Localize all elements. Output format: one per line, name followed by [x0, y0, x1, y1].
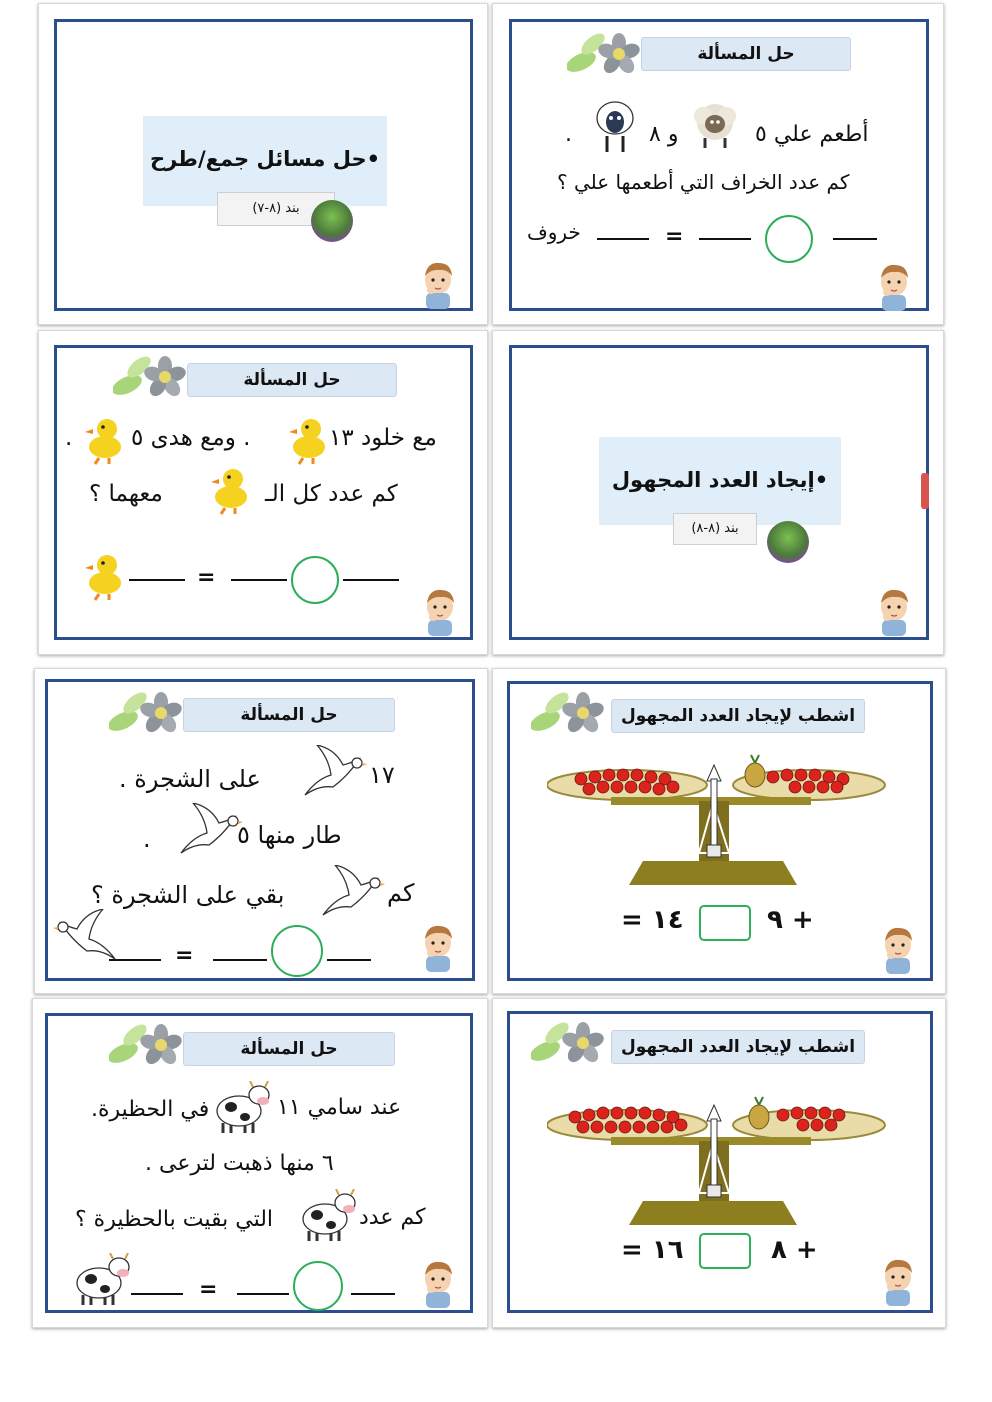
birds-line3-end: بقي على الشجرة ؟: [91, 881, 285, 909]
lesson-band: بند (٨-٧): [217, 192, 335, 226]
equals-sign: =: [665, 224, 684, 249]
operator-circle[interactable]: [291, 556, 339, 604]
sheep-unit: خروف: [527, 220, 581, 244]
card-ducks-problem: [38, 330, 488, 655]
flower-icon: [113, 355, 193, 403]
card-sheep-problem: [492, 3, 944, 325]
cow-icon: [73, 1253, 133, 1307]
answer-blank[interactable]: [237, 1293, 289, 1295]
ducks-line2-text: كم عدد كل الـ: [265, 481, 398, 507]
cows-line2: ٦ منها ذهبت لترعى .: [145, 1151, 334, 1176]
cows-line3-end: التي بقيت بالحظيرة ؟: [75, 1207, 274, 1232]
operator-circle[interactable]: [293, 1261, 343, 1311]
answer-blank[interactable]: [351, 1293, 395, 1295]
duck-icon: [85, 415, 125, 467]
lesson-title: •إيجاد العدد المجهول: [599, 437, 841, 525]
birds-line2-text: طار منها ٥: [237, 821, 342, 849]
answer-blank[interactable]: [833, 238, 877, 240]
scale-equation-right: = ١٦: [621, 1235, 684, 1265]
dove-icon: [317, 865, 387, 923]
answer-blank[interactable]: [129, 579, 185, 581]
sheep-icon: [691, 102, 745, 150]
ducks-line1-text: مع خلود ١٣: [329, 425, 437, 451]
sheep-question: كم عدد الخراف التي أطعمها علي ؟: [557, 170, 850, 194]
thinking-boy-icon: [881, 1257, 915, 1307]
scale-equation-left: ٩ +: [767, 905, 814, 935]
thinking-boy-icon: [421, 923, 455, 973]
operator-circle[interactable]: [765, 215, 813, 263]
black-sheep-icon: [591, 96, 639, 154]
equals-sign: =: [197, 565, 216, 590]
dove-icon: [51, 909, 121, 967]
lesson-badge-icon: [767, 521, 809, 563]
card-title-unknown-number: [492, 330, 944, 655]
cows-line1-text: عند سامي ١١: [277, 1095, 402, 1120]
duck-icon: [289, 415, 329, 467]
operator-circle[interactable]: [271, 925, 323, 977]
equals-sign: =: [199, 1277, 218, 1302]
birds-line3-start: كم: [387, 879, 415, 907]
balance-scale-icon: [547, 1085, 891, 1235]
problem-header: حل المسألة: [183, 698, 395, 732]
cows-line1-end: في الحظيرة.: [91, 1097, 210, 1122]
problem-header: حل المسألة: [187, 363, 397, 397]
lesson-badge-icon: [311, 200, 353, 242]
answer-blank[interactable]: [213, 959, 267, 961]
unknown-box[interactable]: [699, 1233, 751, 1269]
problem-header: حل المسألة: [183, 1032, 395, 1066]
birds-line1-text: على الشجرة .: [119, 765, 261, 793]
dove-icon: [175, 803, 245, 861]
card-scale-9: [492, 668, 946, 994]
problem-header: حل المسألة: [641, 37, 851, 71]
flower-icon: [109, 1023, 189, 1071]
flower-icon: [109, 691, 189, 739]
scale-header: اشطب لإيجاد العدد المجهول: [611, 1030, 865, 1064]
scale-header: اشطب لإيجاد العدد المجهول: [611, 699, 865, 733]
answer-blank[interactable]: [327, 959, 371, 961]
birds-line1-number: ١٧: [369, 761, 395, 789]
lesson-title: •حل مسائل جمع/طرح: [143, 116, 387, 206]
card-scale-8: [492, 998, 946, 1328]
answer-blank[interactable]: [131, 1293, 183, 1295]
sheep-line1-dot: .: [565, 122, 572, 147]
answer-blank[interactable]: [343, 579, 399, 581]
balance-scale-icon: [547, 745, 891, 895]
card-title-add-subtract: [38, 3, 488, 325]
thinking-boy-icon: [877, 587, 911, 637]
cow-icon: [299, 1189, 359, 1243]
birds-line2-dot: .: [143, 825, 151, 853]
thinking-boy-icon: [881, 925, 915, 975]
scale-equation-right: = ١٤: [621, 905, 684, 935]
cow-icon: [213, 1081, 273, 1135]
ducks-line1-dot: .: [65, 425, 73, 451]
sheep-line1-and: و ٨: [649, 122, 679, 147]
answer-blank[interactable]: [231, 579, 287, 581]
edge-tab: [921, 473, 929, 509]
ducks-line1-second: . ومع هدى ٥: [131, 425, 251, 451]
card-birds-problem: [34, 668, 488, 994]
flower-icon: [531, 691, 611, 739]
duck-icon: [211, 465, 251, 517]
equals-sign: =: [175, 943, 194, 968]
card-cows-problem: [32, 998, 488, 1328]
sheep-line1-text: أطعم علي ٥: [755, 122, 869, 147]
flower-icon: [567, 32, 647, 80]
answer-blank[interactable]: [699, 238, 751, 240]
ducks-line2-end: معهما ؟: [89, 481, 163, 507]
thinking-boy-icon: [877, 262, 911, 312]
thinking-boy-icon: [421, 260, 455, 310]
cows-line3-start: كم عدد: [359, 1205, 426, 1230]
lesson-band: بند (٨-٨): [673, 513, 757, 545]
thinking-boy-icon: [423, 587, 457, 637]
duck-icon: [85, 551, 125, 603]
unknown-box[interactable]: [699, 905, 751, 941]
scale-equation-left: ٨ +: [771, 1235, 818, 1265]
thinking-boy-icon: [421, 1259, 455, 1309]
flower-icon: [531, 1021, 611, 1069]
answer-blank[interactable]: [597, 238, 649, 240]
dove-icon: [299, 745, 369, 803]
